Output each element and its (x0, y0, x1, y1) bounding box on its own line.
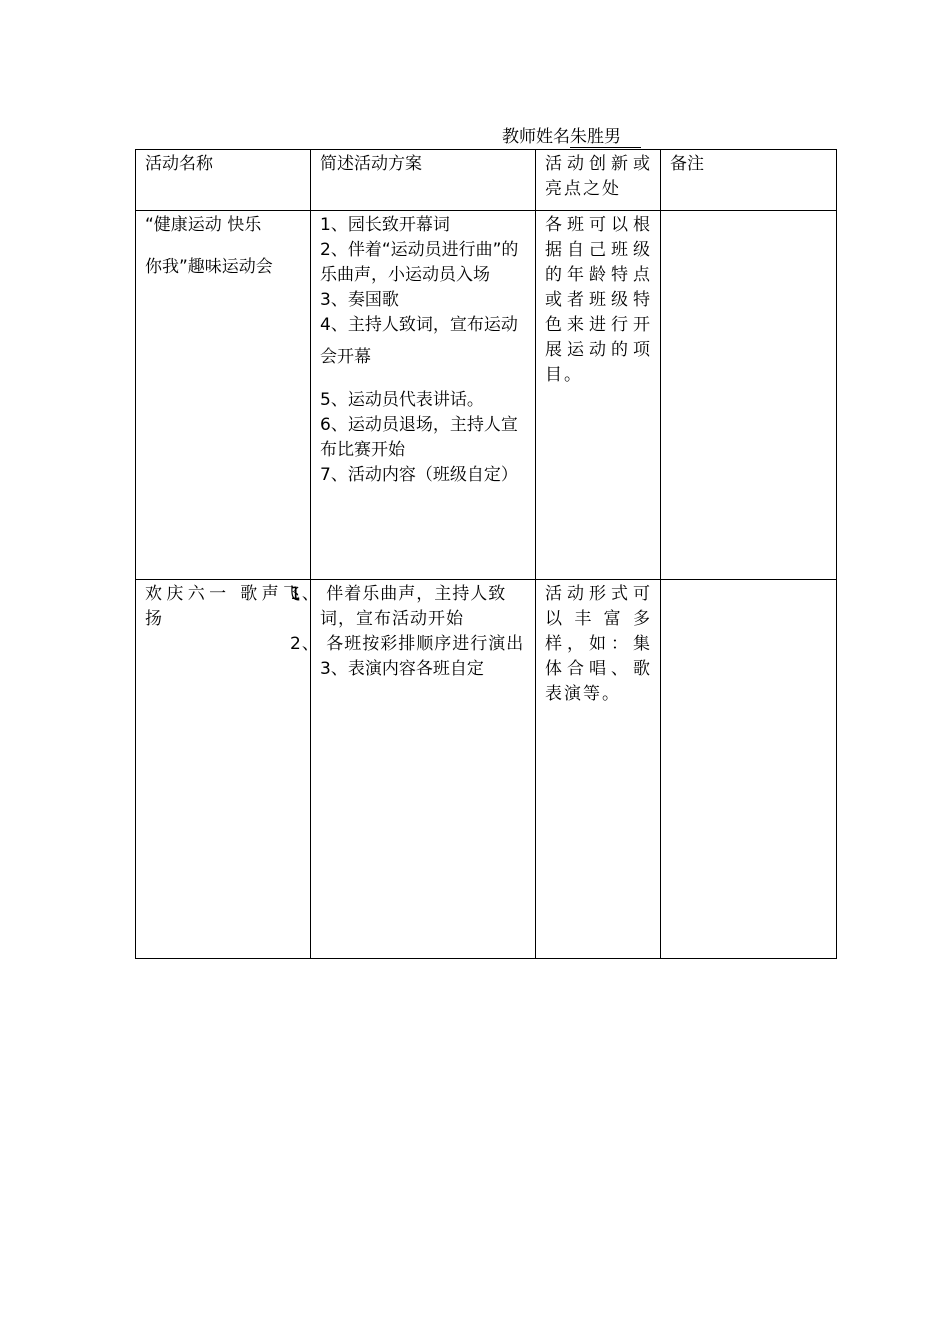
plan-item: 3、表演内容各班自定 (320, 659, 484, 679)
plan-item: 1、 伴着乐曲声，主持人致词，宣布活动开始 (290, 584, 507, 629)
plan-item: 1、园长致开幕词 (320, 215, 450, 235)
header-remark: 备注 (661, 150, 837, 211)
table-row (136, 580, 837, 959)
plan-list (320, 213, 527, 488)
plan-item: 7、活动内容（班级自定） (320, 465, 518, 485)
teacher-name-line (502, 126, 641, 148)
activity-name-cell: 欢庆六一 歌声飞扬 (136, 580, 311, 959)
highlight-cell: 活动形式可以丰富多样，如：集体合唱、歌表演等。 (536, 580, 661, 959)
activity-table (135, 149, 837, 959)
remark-cell (661, 580, 837, 959)
plan-item: 5、运动员代表讲话。 (320, 390, 484, 410)
remark-cell (661, 211, 837, 580)
table-row (136, 211, 837, 580)
plan-cell (311, 211, 536, 580)
header-plan: 简述活动方案 (311, 150, 536, 211)
activity-name-line: 你我”趣味运动会 (145, 257, 273, 277)
teacher-name: 朱胜男 (570, 128, 641, 148)
highlight-cell: 各班可以根据自己班级的年龄特点或者班级特色来进行开展运动的项目。 (536, 211, 661, 580)
plan-item: 2、伴着“运动员进行曲”的乐曲声，小运动员入场 (320, 240, 519, 285)
plan-item: 4、主持人致词，宣布运动 (320, 315, 518, 335)
plan-list (290, 582, 527, 682)
activity-name-line: “健康运动 快乐 (145, 215, 262, 235)
plan-cell (290, 580, 536, 959)
header-activity-name: 活动名称 (136, 150, 311, 211)
plan-item: 会开幕 (320, 347, 371, 367)
teacher-label: 教师姓名 (502, 127, 570, 147)
plan-item: 6、运动员退场，主持人宣布比赛开始 (320, 415, 518, 460)
table-header-row (136, 150, 837, 211)
header-highlight: 活动创新或亮点之处 (536, 150, 661, 211)
plan-item: 3、奏国歌 (320, 290, 399, 310)
plan-item: 2、 各班按彩排顺序进行演出 (290, 634, 525, 654)
activity-name-cell (136, 211, 311, 580)
